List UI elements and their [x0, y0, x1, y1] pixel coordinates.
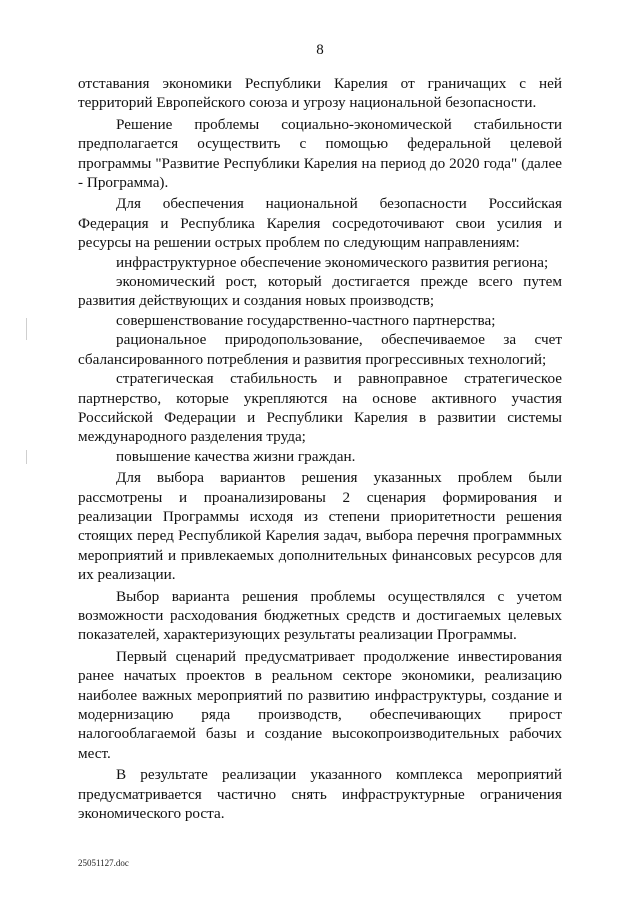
list-item: рациональное природопользование, обеспечиваемое за счет сбалансированного потребления и развития прогрессивных технологий; [78, 331, 562, 368]
list-item: повышение качества жизни граждан. [116, 447, 356, 465]
list-item: стратегическая стабильность и равноправное стратегическое партнерство, которые укрепляются на основе активного участия Российской Федерации и Республики Карелия в развитии системы международного разделения труда; [78, 370, 562, 446]
paragraph: отставания экономики Республики Карелия от граничащих с ней территорий Европейского союза и угрозу национальной безопасности. [78, 75, 562, 112]
list-item: инфраструктурное обеспечение экономического развития региона; [116, 253, 549, 271]
document-body [78, 74, 562, 823]
footer-filename: 25051127.doc [78, 858, 129, 868]
paragraph: Первый сценарий предусматривает продолжение инвестирования ранее начатых проектов в реальном секторе экономики, реализацию наиболее важных мероприятий по развитию инфраструктуры, создание и модернизацию ряда производств, обеспечивающих прирост налогооблагаемой базы и создание высокопроизводительных рабочих мест. [78, 647, 562, 762]
page-number: 8 [316, 42, 324, 58]
list-item: экономический рост, который достигается прежде всего путем развития действующих и создания новых производств; [78, 273, 562, 310]
paragraph: Для обеспечения национальной безопасности Российская Федерация и Республика Карелия сосредоточивают свои усилия и ресурсы на решении острых проблем по следующим направлениям: [78, 195, 562, 252]
paragraph: В результате реализации указанного комплекса мероприятий предусматривается частично снять инфраструктурные ограничения экономического роста. [78, 766, 562, 823]
list-item: совершенствование государственно-частного партнерства; [116, 311, 496, 329]
paragraph: Выбор варианта решения проблемы осуществлялся с учетом возможности расходования бюджетных средств и достигаемых целевых показателей, характеризующих результаты реализации Программы. [78, 587, 562, 644]
paragraph: Решение проблемы социально-экономической стабильности предполагается осуществить с помощью федеральной целевой программы "Развитие Республики Карелия на период до 2020 года" (далее - Программа). [78, 115, 562, 192]
paragraph: Для выбора вариантов решения указанных проблем были рассмотрены и проанализированы 2 сценария формирования и реализации Программы исходя из степени приоритетности решения стоящих перед Республикой Карелия задач, выбора перечня программных мероприятий и привлекаемых дополнительных финансовых ресурсов для их реализации. [78, 469, 562, 584]
scan-margin-mark [26, 450, 27, 464]
scan-margin-mark [26, 318, 27, 340]
